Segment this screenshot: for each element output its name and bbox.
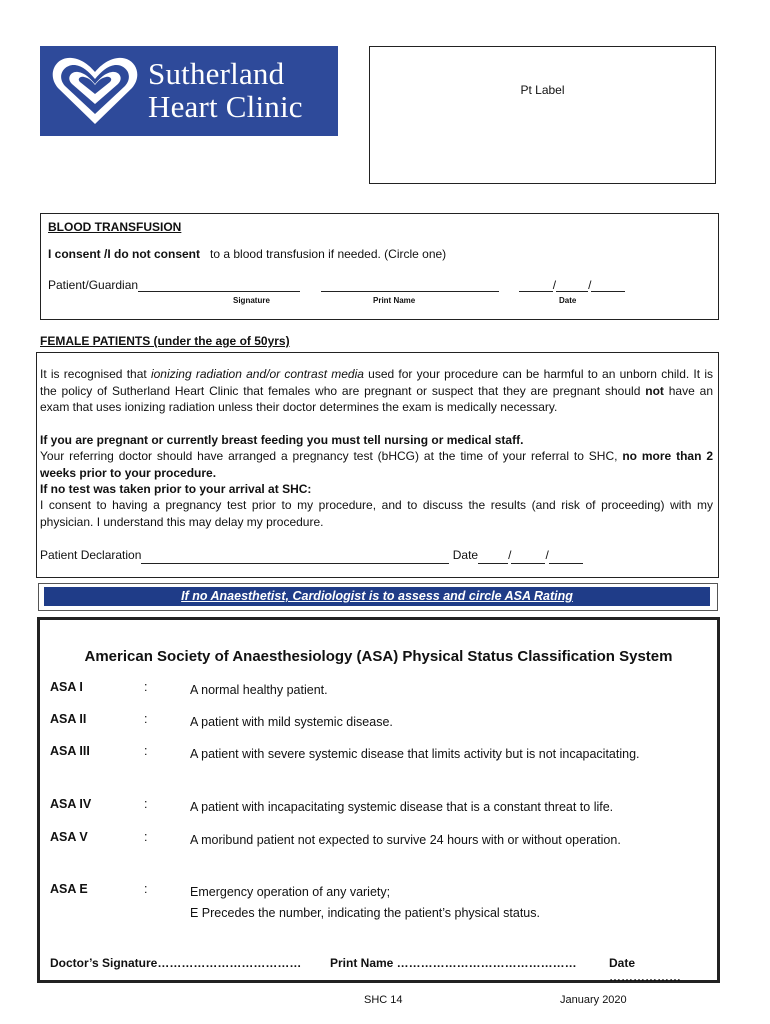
consent-text: to a blood transfusion if needed. (Circle one) (210, 247, 447, 261)
asa-instruction-banner (38, 583, 718, 611)
asa-description: A patient with incapacitating systemic disease that is a constant threat to life. (190, 800, 614, 814)
asa-description: A normal healthy patient. (190, 683, 328, 697)
doctor-date-field[interactable]: Date ……………… (609, 956, 681, 984)
patient-label-box (369, 46, 716, 184)
blood-transfusion-section (40, 213, 719, 320)
guardian-date-year-field[interactable] (591, 279, 625, 292)
signature-caption: Signature (233, 296, 270, 305)
guardian-label: Patient/Guardian (48, 278, 139, 292)
clinic-logo (40, 46, 338, 136)
patient-declaration-line: Patient Declaration Date / / (40, 547, 713, 564)
breastfeeding-notice: If you are pregnant or currently breast feeding you must tell nursing or medical staff. (40, 433, 524, 447)
doctor-print-name-field[interactable]: Print Name ……………………………………… (330, 956, 577, 970)
date-caption: Date (559, 296, 577, 305)
asa-code[interactable]: ASA III (50, 744, 90, 758)
guardian-line (48, 278, 625, 292)
print-name-caption: Print Name (373, 296, 416, 305)
heart-logo-icon (50, 54, 140, 128)
declaration-date-day-field[interactable] (478, 551, 508, 564)
form-code: SHC 14 (364, 994, 403, 1006)
pregnancy-test-paragraph: Your referring doctor should have arranged a pregnancy test (bHCG) at the time of your referral to SHC, no more than 2 weeks prior to your procedure. (40, 449, 713, 480)
no-test-notice: If no test was taken prior to your arrival at SHC: (40, 482, 312, 496)
logo-line-1: Sutherland (148, 56, 285, 91)
asa-instruction-text: If no Anaesthetist, Cardiologist is to assess and circle ASA Rating (44, 587, 710, 606)
asa-description: A patient with mild systemic disease. (190, 715, 393, 729)
female-patients-section (36, 352, 719, 578)
blood-consent-line (48, 247, 446, 261)
asa-description: Emergency operation of any variety; E Precedes the number, indicating the patient’s physical status. (190, 885, 540, 920)
asa-classification-box: American Society of Anaesthesiology (ASA) Physical Status Classification System ASA I : A normal healthy patient. ASA II : A patient with mild systemic disease. ASA III : A patient with severe systemic disease that limits activity but is not incapacitating. ASA IV : A patient with incapacitating systemic disease that is a constant threat to life. ASA V : A moribund patient not expected to survive 24 hours with or without operation. ASA E : Emergency operation of any variety; E Precedes the number, indicating the patient’s physical status. Doctor’s Signature……………………………… Print Name ……………………………………… Date ……………… (37, 617, 720, 983)
guardian-print-name-field[interactable] (321, 279, 499, 292)
form-date: January 2020 (560, 994, 627, 1006)
declaration-signature-field[interactable] (141, 551, 449, 564)
declaration-date-year-field[interactable] (549, 551, 583, 564)
asa-description: A moribund patient not expected to survive 24 hours with or without operation. (190, 833, 621, 847)
patient-label-text: Pt Label (520, 83, 565, 97)
asa-code[interactable]: ASA E (50, 882, 88, 896)
asa-code[interactable]: ASA IV (50, 797, 92, 811)
asa-code[interactable]: ASA I (50, 680, 83, 694)
consent-options[interactable]: I consent /I do not consent (48, 247, 201, 261)
declaration-date-month-field[interactable] (511, 551, 545, 564)
pregnancy-consent-paragraph: I consent to having a pregnancy test prior to my procedure, and to discuss the results (and risk of proceeding) with my physician. I understand this may delay my procedure. (40, 498, 713, 529)
guardian-date-day-field[interactable] (519, 279, 553, 292)
guardian-date-month-field[interactable] (556, 279, 588, 292)
asa-code[interactable]: ASA II (50, 712, 87, 726)
radiation-paragraph: It is recognised that ionizing radiation and/or contrast media used for your procedure can be harmful to an unborn child. It is the policy of Sutherland Heart Clinic that females who are pregnant or suspect that they are pregnant should not have an exam that uses ionizing radiation unless their doctor determines the exam is medically necessary. (40, 367, 713, 414)
date-separator: / (552, 278, 557, 292)
guardian-signature-field[interactable] (138, 279, 300, 292)
asa-title: American Society of Anaesthesiology (ASA) Physical Status Classification System (84, 648, 673, 665)
date-separator: / (588, 278, 592, 292)
blood-transfusion-heading: BLOOD TRANSFUSION (48, 220, 182, 234)
asa-description: A patient with severe systemic disease that limits activity but is not incapacitating. (190, 747, 640, 761)
asa-code[interactable]: ASA V (50, 830, 88, 844)
doctor-signature-field[interactable]: Doctor’s Signature……………………………… (50, 956, 302, 970)
female-patients-heading: FEMALE PATIENTS (under the age of 50yrs) (40, 334, 290, 348)
logo-line-2: Heart Clinic (148, 89, 303, 124)
